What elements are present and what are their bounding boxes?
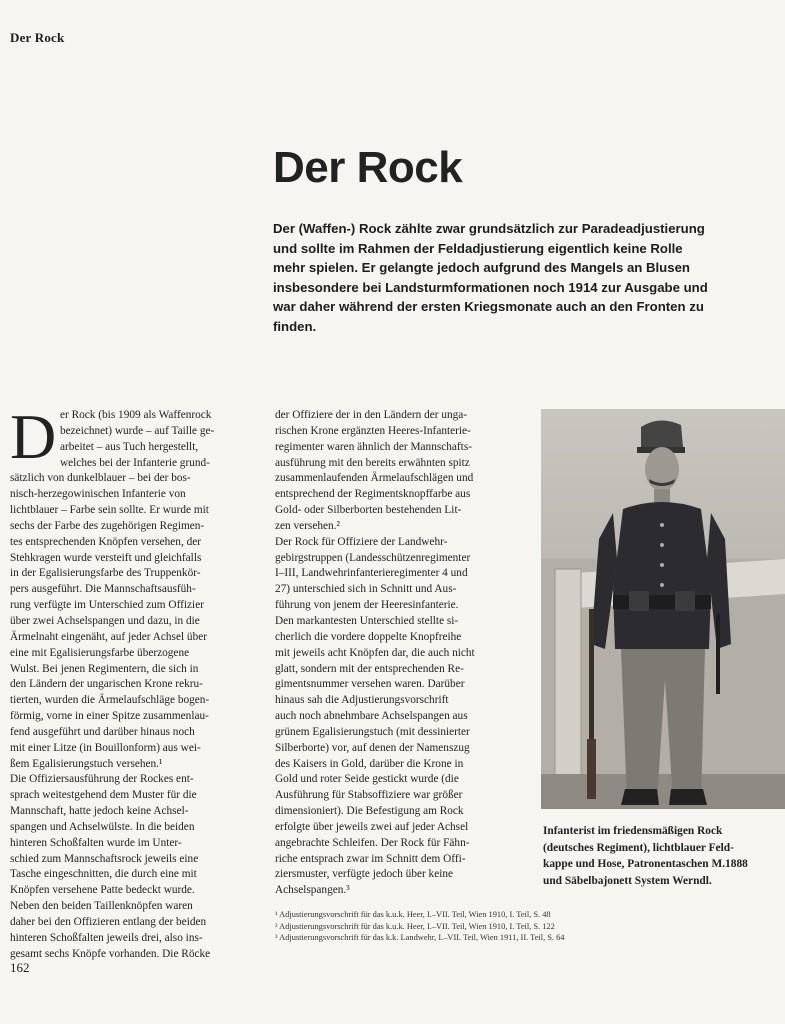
text-line: arbeitet – aus Tuch hergestellt, bbox=[60, 440, 199, 453]
text-line: I–III, Landwehrinfanterieregimenter 4 und bbox=[275, 567, 468, 580]
text-line: Tasche eingeschnitten, die durch eine mit bbox=[10, 868, 197, 881]
text-line: tierten, wurden die Ärmelaufschläge bogen- bbox=[10, 694, 210, 707]
text-line: Die Offiziersausführung der Rockes ent- bbox=[10, 773, 194, 786]
text-line: ziersmuster, verfügte jedoch über keine bbox=[275, 868, 454, 881]
lead-line: mehr spielen. Er gelangte jedoch aufgrund des Mangels an Blusen bbox=[273, 260, 690, 276]
text-line: sechs der Farbe des zugehörigen Regimen- bbox=[10, 519, 205, 532]
body-column-1 bbox=[10, 401, 268, 963]
text-line: in der Egalisierungsfarbe des Truppenkör- bbox=[10, 567, 201, 580]
text-line: über zwei Achselspangen und dazu, in die bbox=[10, 614, 200, 627]
text-line: Den markantesten Unterschied stellte si- bbox=[275, 614, 459, 627]
text-line: Wulst. Bei jenen Regimentern, die sich in bbox=[10, 662, 199, 675]
footnotes bbox=[275, 909, 785, 944]
text-line: Der Rock für Offiziere der Landwehr- bbox=[275, 535, 448, 548]
text-line: hinteren Schoßfalten wurde im Unter- bbox=[10, 836, 182, 849]
text-line: pers ausgeführt. Die Mannschaftsausfüh- bbox=[10, 583, 196, 596]
footnote: ¹ Adjustierungsvorschrift für das k.u.k. Heer, I.–VII. Teil, Wien 1910, I. Teil, S. 48 bbox=[275, 910, 551, 919]
text-line: Silberborte) vor, auf denen der Namenszug bbox=[275, 741, 470, 754]
text-line: sprach weitestgehend dem Muster für die bbox=[10, 789, 197, 802]
lead-line: Der (Waffen-) Rock zählte zwar grundsätzlich zur Paradeadjustierung bbox=[273, 221, 705, 236]
text-line: gimentsnummer versehen waren. Darüber bbox=[275, 678, 465, 691]
caption-line: kappe und Hose, Patronentaschen M.1888 bbox=[543, 858, 748, 870]
text-line: gebirgstruppen (Landesschützenregimenter bbox=[275, 551, 471, 564]
text-line: des Kaisers in Gold, darüber die Krone in bbox=[275, 757, 464, 770]
text-line: spangen und Achselwülste. In die beiden bbox=[10, 820, 195, 833]
text-line: Gold und roter Seide gestickt wurde (die bbox=[275, 773, 459, 786]
text-line: schied zum Mannschaftsrock jeweils eine bbox=[10, 852, 199, 865]
text-line: hinaus sah die Adjustierungsvorschrift bbox=[275, 694, 449, 707]
drop-cap: D bbox=[10, 401, 57, 472]
photo-caption bbox=[543, 823, 785, 889]
text-line: Achselspangen.³ bbox=[275, 884, 350, 897]
text-line: zusammenlaufenden Ärmelaufschlägen und bbox=[275, 472, 474, 485]
page-number: 162 bbox=[10, 960, 30, 975]
text-line: regimenter waren ähnlich der Mannschafts- bbox=[275, 440, 472, 453]
text-line: mit jeweils acht Knöpfen dar, die auch nicht bbox=[275, 646, 475, 659]
text-line: dimensioniert). Die Befestigung am Rock bbox=[275, 805, 464, 818]
article-title: Der Rock bbox=[273, 143, 463, 192]
text-line: mit einer Litze (in Bouillonform) aus wei- bbox=[10, 741, 201, 754]
caption-line: Infanterist im friedensmäßigen Rock bbox=[543, 825, 723, 837]
text-line: Stehkragen wurde versteift und gleichfalls bbox=[10, 551, 202, 564]
text-line: Ärmelnaht eingenäht, auf jeder Achsel über bbox=[10, 630, 207, 643]
text-line: Mannschaft, hatte jedoch keine Achsel- bbox=[10, 805, 189, 818]
text-line: 27) unterschied sich in Schnitt und Aus- bbox=[275, 583, 457, 596]
footnote: ² Adjustierungsvorschrift für das k.u.k. Heer, I.–VII. Teil, Wien 1910, I. Teil, S. 122 bbox=[275, 921, 555, 931]
text-line: lichtblauer – Farbe sein sollte. Er wurde mit bbox=[10, 504, 209, 517]
text-line: glatt, sondern mit der entsprechenden Re- bbox=[275, 662, 464, 675]
text-line: nisch-herzegowinischen Infanterie von bbox=[10, 488, 186, 501]
lead-line: war daher während der ersten Kriegsmonate auch an den Fronten zu bbox=[273, 299, 704, 315]
running-head: Der Rock bbox=[10, 30, 65, 45]
text-line: den Ländern der ungarischen Krone rekru- bbox=[10, 678, 203, 691]
text-line: grünem Egalisierungstuch (mit dessinierter bbox=[275, 725, 470, 738]
text-line: zen versehen.² bbox=[275, 519, 340, 532]
text-line: rischen Krone ergänzten Heeres-Infanterie- bbox=[275, 424, 471, 437]
text-line: er Rock (bis 1909 als Waffenrock bbox=[60, 409, 212, 421]
text-line: auch noch abnehmbare Achselspangen aus bbox=[275, 710, 468, 723]
text-line: erfolgte über jeweils zwei auf jeder Achsel bbox=[275, 820, 469, 833]
text-line: hinteren Schoßfalten jeweils drei, also ins- bbox=[10, 931, 203, 944]
lead-line: finden. bbox=[273, 318, 317, 334]
text-line: bezeichnet) wurde – auf Taille ge- bbox=[60, 424, 215, 437]
text-line: Knöpfen versehene Patte bedeckt wurde. bbox=[10, 884, 195, 897]
lead-line: insbesondere bei Landsturmformationen noch 1914 zur Ausgabe und bbox=[273, 279, 708, 295]
text-line: der Offiziere der in den Ländern der unga- bbox=[275, 409, 468, 421]
text-line: sätzlich von dunkelblauer – bei der bos- bbox=[10, 472, 191, 485]
text-line: ausführung mit den bereits erwähnten spitz bbox=[275, 456, 470, 469]
text-line: gesamt sechs Knöpfe vorhanden. Die Röcke bbox=[10, 947, 211, 960]
caption-line: (deutsches Regiment), lichtblauer Feld- bbox=[543, 841, 734, 854]
soldier-photo bbox=[541, 409, 785, 809]
lead-paragraph bbox=[273, 219, 785, 337]
text-line: tes entsprechenden Knöpfen versehen, der bbox=[10, 535, 202, 548]
text-line: rung verfügte im Unterschied zum Offizier bbox=[10, 599, 204, 612]
text-line: welches bei der Infanterie grund- bbox=[60, 456, 210, 469]
text-line: riche entsprach zwar im Schnitt dem Offi- bbox=[275, 852, 466, 865]
text-line: cherlich die vordere doppelte Knopfreihe bbox=[275, 630, 462, 643]
text-line: führung von jenem der Heeresinfanterie. bbox=[275, 599, 459, 612]
text-line: fend ausgeführt und darüber hinaus noch bbox=[10, 725, 195, 738]
text-line: Gold- oder Silberborten bestehenden Lit- bbox=[275, 504, 462, 517]
body-column-2 bbox=[275, 408, 527, 899]
text-line: Neben den beiden Taillenknöpfen waren bbox=[10, 900, 193, 913]
text-line: entsprechend der Regimentsknopffarbe aus bbox=[275, 488, 471, 501]
text-line: daher bei den Offizieren entlang der beiden bbox=[10, 916, 207, 928]
caption-line: und Säbelbajonett System Werndl. bbox=[543, 874, 712, 887]
text-line: angebrachte Schleifen. Der Rock für Fähn- bbox=[275, 836, 470, 849]
text-line: ßem Egalisierungstuch versehen.¹ bbox=[10, 757, 163, 770]
text-line: Ausführung für Stabsoffiziere war größer bbox=[275, 789, 463, 802]
text-line: förmig, vorne in einer Spitze zusammenlau- bbox=[10, 710, 209, 723]
text-line: eine mit Egalisierungsfarbe überzogene bbox=[10, 646, 190, 659]
lead-line: und sollte im Rahmen der Feldadjustierung eigentlich keine Rolle bbox=[273, 240, 683, 256]
footnote: ³ Adjustierungsvorschrift für das k.k. Landwehr, I.–VII. Teil, Wien 1911, II. Teil, S. 64 bbox=[275, 933, 565, 943]
